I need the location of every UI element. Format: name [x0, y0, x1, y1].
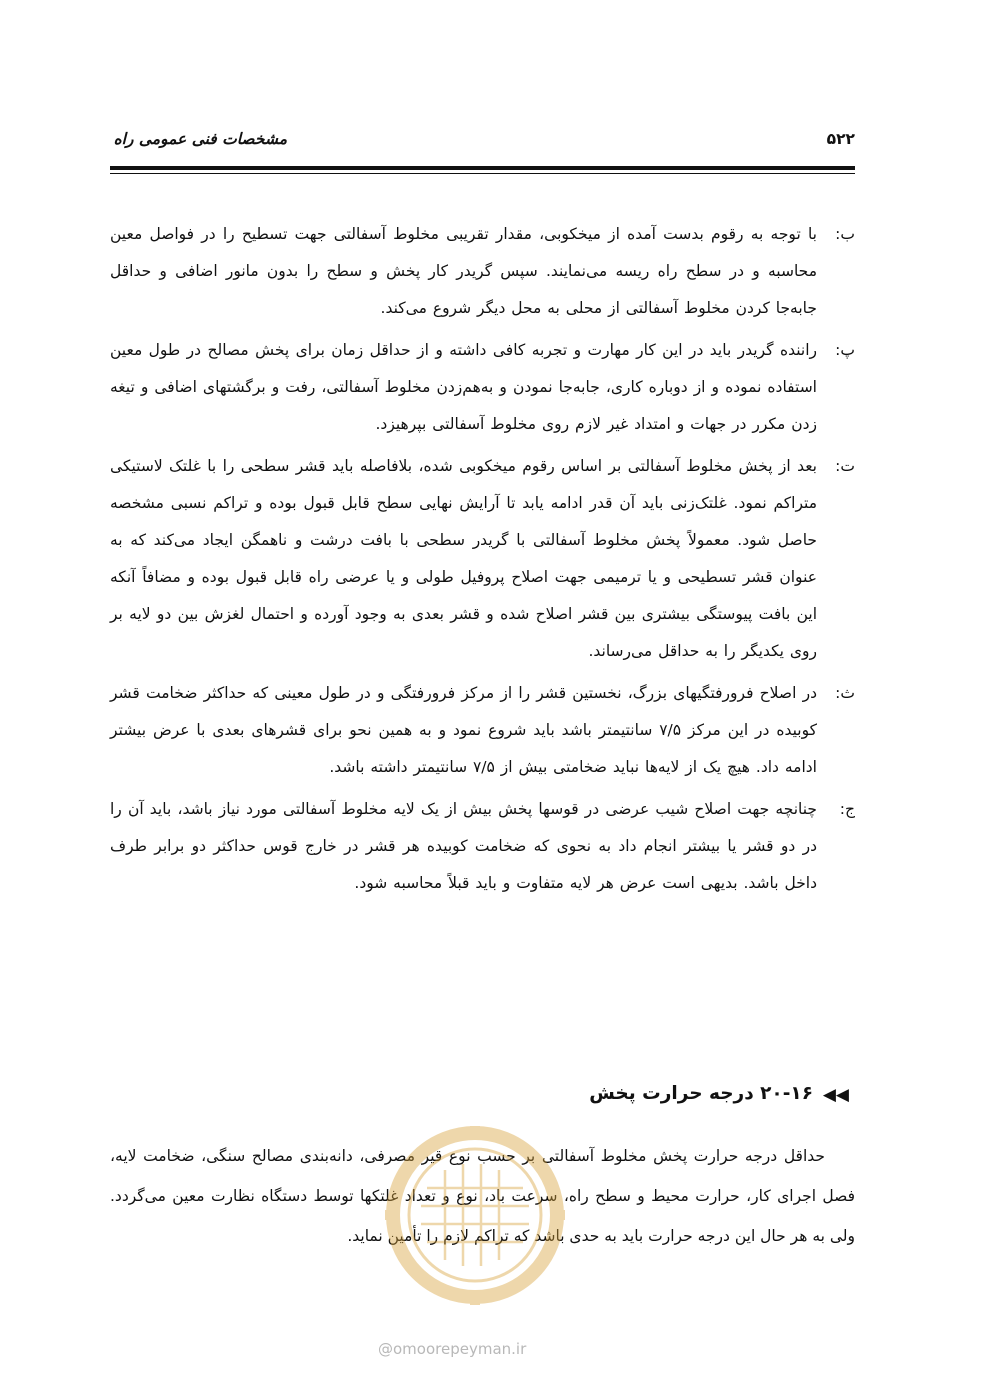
header-rule-thick — [110, 166, 855, 170]
list-item-b — [110, 216, 855, 327]
section-paragraph: حداقل درجه حرارت پخش مخلوط آسفالتی بر حسب نوع قیر مصرفی، دانه‌بندی مصالح سنگی، ضخامت لایه، فصل اجرای کار، حرارت محیط و سطح راه، سرعت باد، نوع و تعداد غلتکها توسط دستگاه نظارت معین می‌گردد. ولی به هر حال این درجه حرارت باید به حدی باشد که تراکم لازم را تأمین نماید. — [110, 1147, 855, 1245]
list-marker: پ: — [835, 341, 855, 359]
list-item-text: بعد از پخش مخلوط آسفالتی بر اساس رقوم میخکوبی شده، بلافاصله باید قشر سطحی را با غلتک لاستیکی متراکم نمود. غلتک‌زنی باید آن قدر ادامه یابد تا آرایش نهایی سطح قابل قبول بوده و تراکم نسبی مشخصه حاصل شود. معمولاً پخش مخلوط آسفالتی با گریدر سطحی با بافت درشت و ناهمگن ایجاد می‌کند که به عنوان قشر تسطیحی و یا ترمیمی جهت اصلاح پروفیل طولی و یا عرضی راه قابل قبول بوده و مضافاً آنکه این بافت پیوستگی بیشتری بین قشر اصلاح شده و قشر بعدی به وجود آورده و احتمال لغزش بین دو لایه بر روی یکدیگر را به حداقل می‌رساند. — [110, 457, 817, 660]
list-marker: ب: — [835, 225, 855, 243]
list-item-text: چنانچه جهت اصلاح شیب عرضی در قوسها پخش بیش از یک لایه مخلوط آسفالتی مورد نیاز باشد، باید آن را در دو قشر یا بیشتر انجام داد به نحوی که ضخامت کوبیده هر قشر در خارج قوس حداکثر دو برابر طرف داخل باشد. بدیهی است عرض هر لایه متفاوت و باید قبلاً محاسبه شود. — [110, 800, 817, 892]
header-rule-thin — [110, 173, 855, 174]
list-item-s — [110, 675, 855, 786]
double-arrow-icon: ◀◀ — [822, 1085, 849, 1105]
section-title: ۲۰-۱۶ درجه حرارت پخش — [589, 1083, 813, 1104]
page-header — [110, 128, 855, 158]
list-item-text: با توجه به رقوم بدست آمده از میخکوبی، مقدار تقریبی مخلوط آسفالتی جهت تسطیح را در فواصل معین محاسبه و در سطح راه ریسه می‌نمایند. سپس گریدر کار پخش و سطح را بدون مانور اضافی و حداقل جابه‌جا کردن مخلوط آسفالتی از محلی به محل دیگر شروع می‌کند. — [110, 225, 817, 317]
list-item-j — [110, 791, 855, 902]
running-title: مشخصات فنی عمومی راه — [113, 130, 287, 148]
watermark-text: @omoorepeyman.ir — [378, 1340, 527, 1358]
section-heading — [110, 1080, 855, 1114]
list-item-text: راننده گریدر باید در این کار مهارت و تجربه کافی داشته و از حداقل زمان برای پخش مصالح در طول معین استفاده نموده و از دوباره کاری، جابه‌جا نمودن و به‌هم‌زدن مخلوط آسفالتی، رفت و برگشتهای اضافی و تیغه زدن مکرر در جهات و امتداد غیر لازم روی مخلوط آسفالتی بپرهیزد. — [110, 341, 817, 433]
list-marker: ج: — [839, 800, 855, 818]
list-item-text: در اصلاح فرورفتگیهای بزرگ، نخستین قشر را از مرکز فرورفتگی و در طول معینی که حداکثر ضخامت قشر کوبیده در این مرکز ۷/۵ سانتیمتر باشد باید شروع نمود و به همین نحو برای قشرهای بعدی با عرض بیشتر ادامه داد. هیچ یک از لایه‌ها نباید ضخامتی بیش از ۷/۵ سانتیمتر داشته باشد. — [110, 684, 817, 776]
list-item-p — [110, 332, 855, 443]
list-item-t — [110, 448, 855, 670]
list-marker: ث: — [835, 684, 855, 702]
list-marker: ت: — [835, 457, 855, 475]
item-list — [110, 216, 855, 902]
page-number: ۵۲۲ — [826, 130, 855, 148]
